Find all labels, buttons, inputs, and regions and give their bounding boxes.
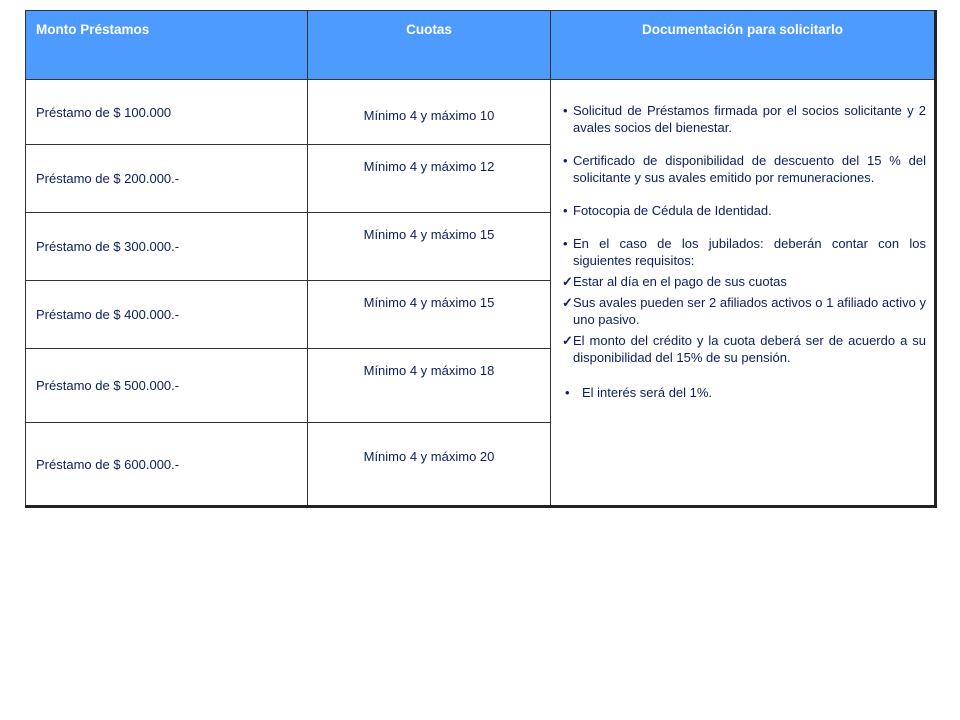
documentacion-cell: [551, 80, 936, 507]
row-cuotas: Mínimo 4 y máximo 20: [308, 423, 551, 507]
row-cuotas: Mínimo 4 y máximo 15: [308, 281, 551, 349]
doc-item-solicitud: • Solicitud de Préstamos firmada por el socios solicitante y 2 avales socios del bienestar.: [563, 102, 926, 136]
doc-item-jubilados: • En el caso de los jubilados: deberán contar con los siguientes requisitos:: [563, 235, 926, 269]
row-cuotas: Mínimo 4 y máximo 10: [308, 80, 551, 145]
doc-check-monto: ✓ El monto del crédito y la cuota deberá ser de acuerdo a su disponibilidad del 15% de su pensión.: [563, 332, 926, 366]
header-monto: Monto Préstamos: [26, 11, 308, 80]
doc-check-avales: ✓ Sus avales pueden ser 2 afiliados activos o 1 afiliado activo y uno pasivo.: [563, 294, 926, 328]
row-monto: Préstamo de $ 600.000.-: [26, 423, 308, 507]
header-row: [26, 11, 936, 80]
loan-table: [25, 10, 937, 508]
row-monto: Préstamo de $ 300.000.-: [26, 213, 308, 281]
row-monto: Préstamo de $ 100.000: [26, 80, 308, 145]
doc-check-cuotas: ✓ Estar al día en el pago de sus cuotas: [563, 273, 926, 290]
row-monto: Préstamo de $ 400.000.-: [26, 281, 308, 349]
row-cuotas: Mínimo 4 y máximo 15: [308, 213, 551, 281]
header-cuotas: Cuotas: [308, 11, 551, 80]
header-documentacion: Documentación para solicitarlo: [551, 11, 936, 80]
bullet-icon: •: [565, 385, 570, 400]
row-monto: Préstamo de $ 500.000.-: [26, 349, 308, 423]
row-cuotas: Mínimo 4 y máximo 12: [308, 145, 551, 213]
doc-item-cedula: • Fotocopia de Cédula de Identidad.: [563, 202, 926, 219]
table-row: [26, 80, 936, 145]
doc-interes: [563, 384, 926, 401]
row-monto: Préstamo de $ 200.000.-: [26, 145, 308, 213]
doc-interes-text: El interés será del 1%.: [582, 385, 713, 400]
doc-item-certificado: • Certificado de disponibilidad de descuento del 15 % del solicitante y sus avales emitido por remuneraciones.: [563, 152, 926, 186]
row-cuotas: Mínimo 4 y máximo 18: [308, 349, 551, 423]
